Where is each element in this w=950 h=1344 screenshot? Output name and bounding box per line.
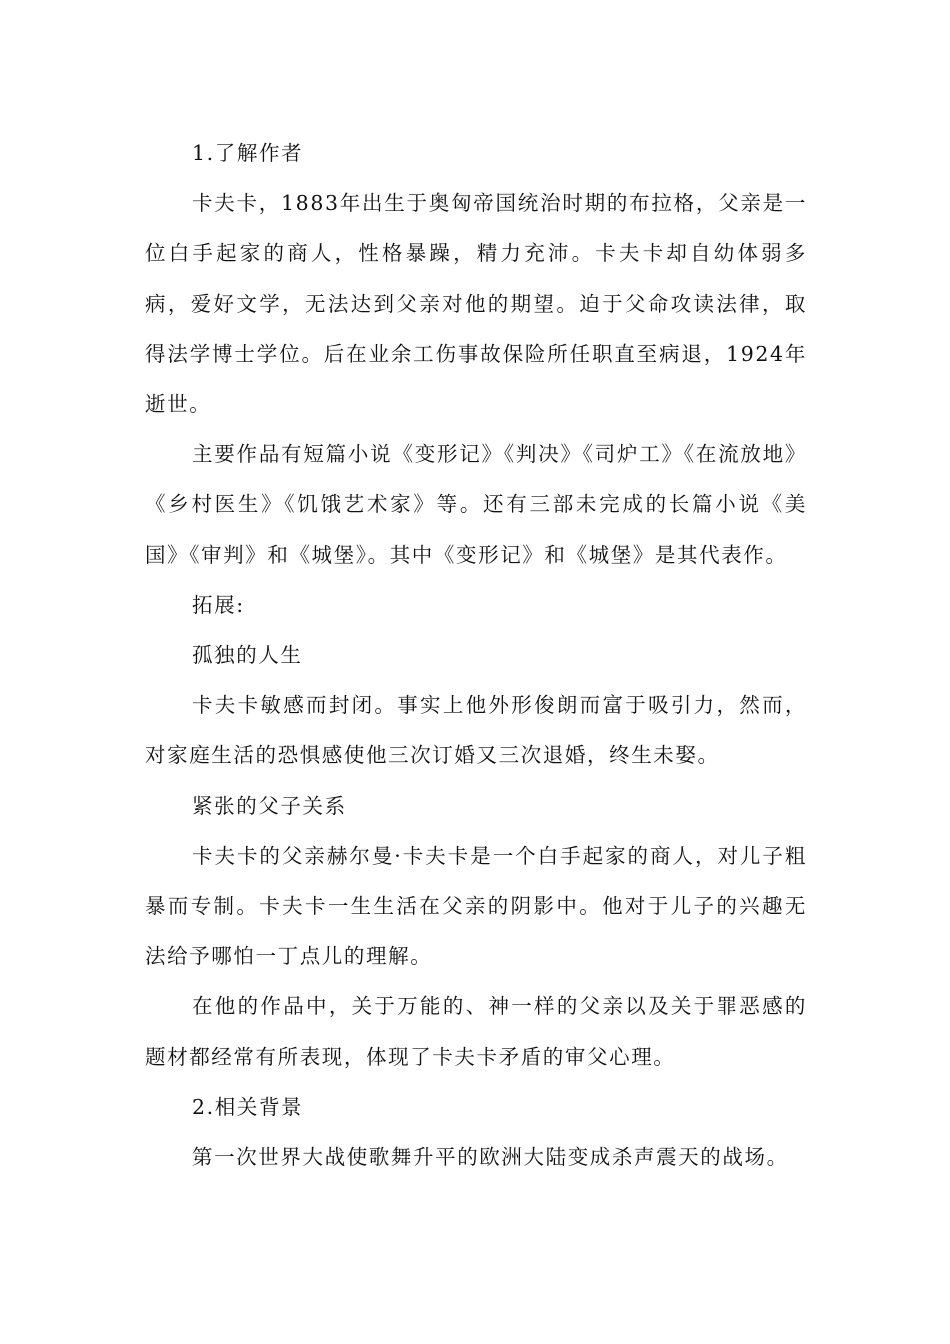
section2-heading: 2.相关背景 [192,1094,304,1119]
extension-label: 拓展: [192,592,245,617]
bio-paragraph: 卡夫卡，1883年出生于奥匈帝国统治时期的布拉格，父亲是一位白手起家的商人，性格暴躁，精力充沛。卡夫卡却自幼体弱多病，爱好文学，无法达到父亲对他的期望。迫于父命攻读法律，取得法学博士学位。后在业余工伤事故保险所任职直至病退，1924年逝世。 [145,191,807,417]
document-page [145,128,807,1182]
section1-heading: 1.了解作者 [192,141,304,165]
father-son-paragraph-1: 卡夫卡的父亲赫尔曼·卡夫卡是一个白手起家的商人，对儿子粗暴而专制。卡夫卡一生生活在父亲的阴影中。他对于儿子的兴趣无法给予哪怕一丁点儿的理解。 [145,843,807,969]
father-son-heading: 紧张的父子关系 [192,793,347,818]
father-son-paragraph-2: 在他的作品中，关于万能的、神一样的父亲以及关于罪恶感的题材都经常有所表现，体现了卡夫卡矛盾的审父心理。 [145,994,807,1069]
lonely-life-paragraph: 卡夫卡敏感而封闭。事实上他外形俊朗而富于吸引力，然而，对家庭生活的恐惧感使他三次订婚又三次退婚，终生未娶。 [145,693,807,768]
lonely-life-heading: 孤独的人生 [192,643,303,668]
works-paragraph: 主要作品有短篇小说《变形记》《判决》《司炉工》《在流放地》《乡村医生》《饥饿艺术家》等。还有三部未完成的长篇小说《美国》《审判》和《城堡》。其中《变形记》和《城堡》是其代表作。 [145,442,807,567]
background-paragraph: 第一次世界大战使歌舞升平的欧洲大陆变成杀声震天的战场。 [192,1145,789,1170]
